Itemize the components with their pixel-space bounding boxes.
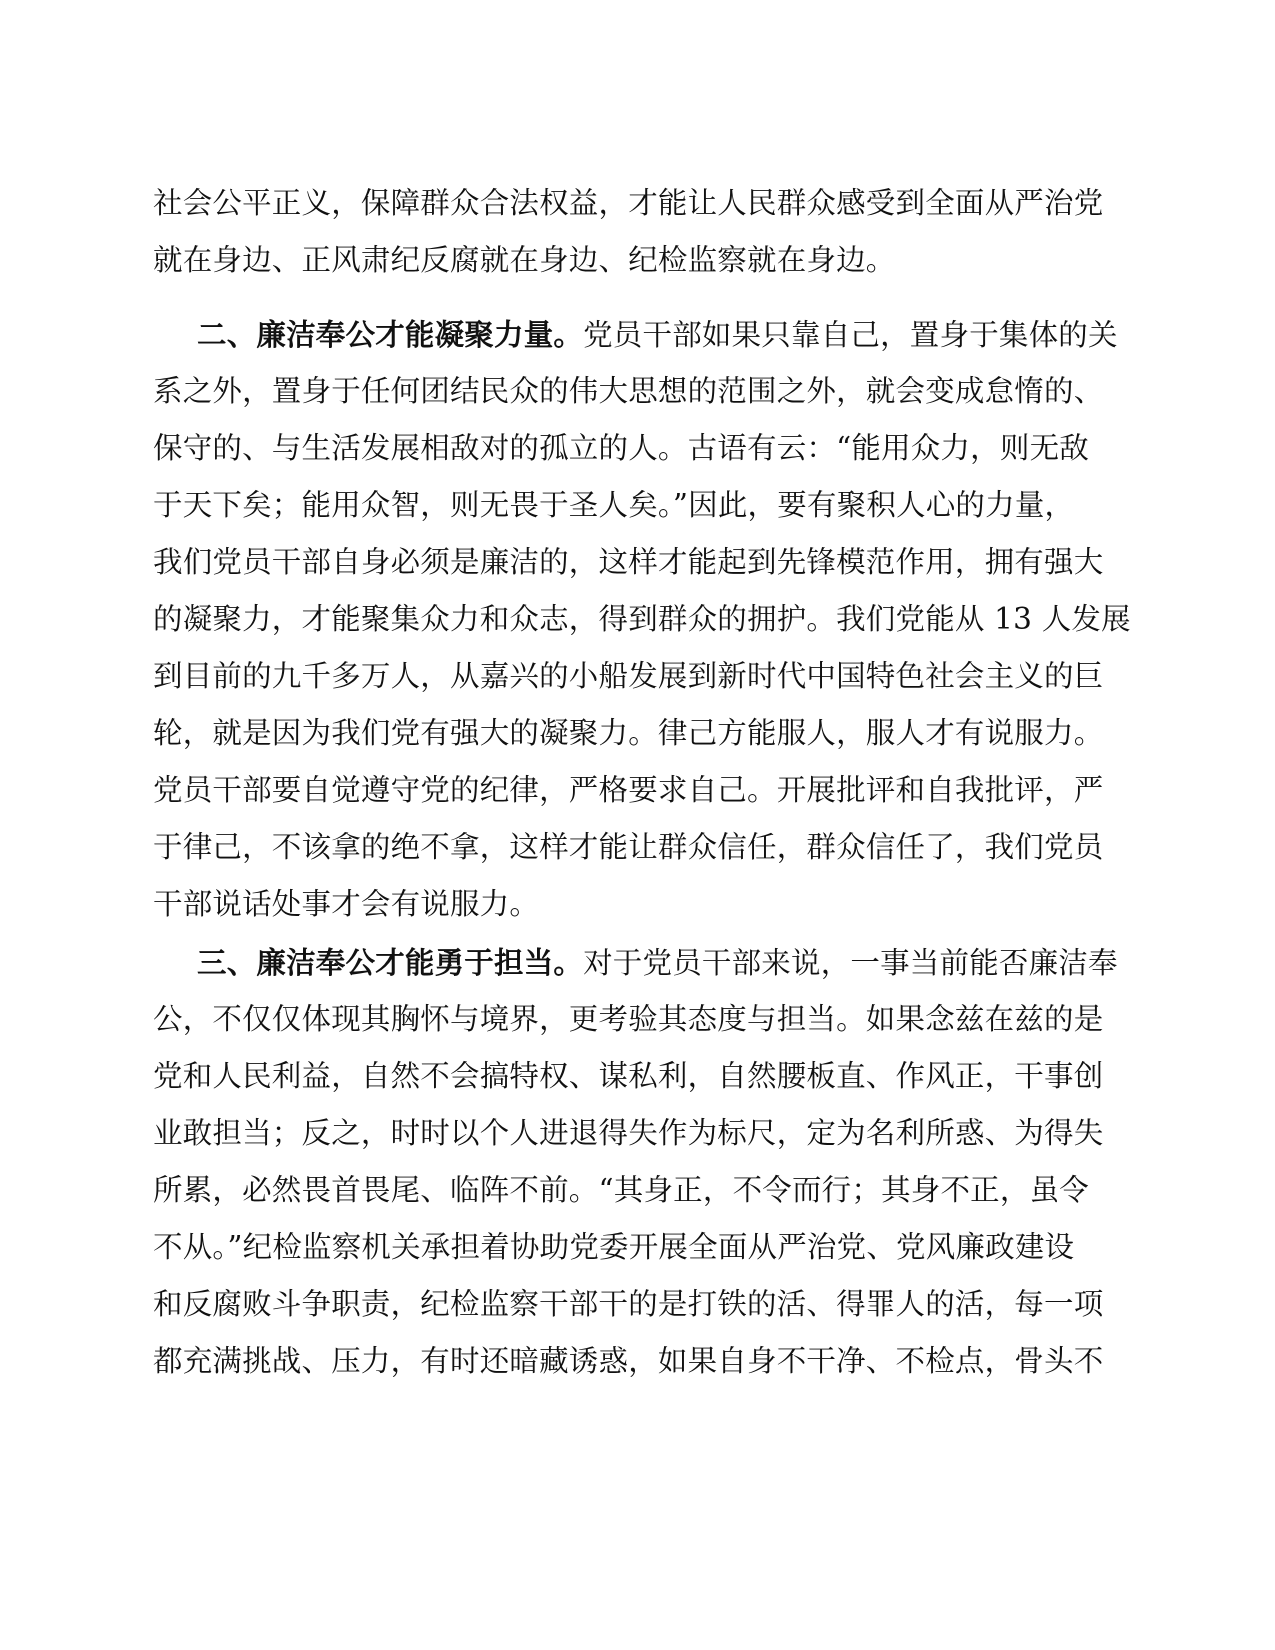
- paragraph-line: 我们党员干部自身必须是廉洁的，这样才能起到先锋模范作用，拥有强大: [153, 545, 1104, 579]
- first-line-text: 党员干部如果只靠自己，置身于集体的关: [583, 318, 1118, 352]
- paragraph-line: 于天下矣；能用众智，则无畏于圣人矣。”因此，要有聚积人心的力量，: [153, 488, 1075, 522]
- paragraph-line: 不从。”纪检监察机关承担着协助党委开展全面从严治党、党风廉政建设: [153, 1230, 1075, 1264]
- paragraph-1: [153, 175, 1113, 289]
- paragraph-line: 公，不仅仅体现其胸怀与境界，更考验其态度与担当。如果念兹在兹的是: [153, 1002, 1104, 1036]
- section-heading-3: 三、廉洁奉公才能勇于担当。: [197, 945, 584, 980]
- paragraph-line: 于律己，不该拿的绝不拿，这样才能让群众信任，群众信任了，我们党员: [153, 830, 1104, 864]
- paragraph-line: 就在身边、正风肃纪反腐就在身边、纪检监察就在身边。: [153, 243, 896, 277]
- paragraph-3: [153, 934, 1118, 1390]
- paragraph-line: 保守的、与生活发展相敌对的孤立的人。古语有云：“能用众力，则无敌: [153, 431, 1089, 465]
- paragraph-line: 都充满挑战、压力，有时还暗藏诱惑，如果自身不干净、不检点，骨头不: [153, 1344, 1104, 1378]
- paragraph-first-line: [153, 306, 1118, 363]
- paragraph-2: [153, 306, 1131, 933]
- first-line-text: 对于党员干部来说，一事当前能否廉洁奉: [583, 946, 1118, 980]
- paragraph-line: 到目前的九千多万人，从嘉兴的小船发展到新时代中国特色社会主义的巨: [153, 659, 1104, 693]
- paragraph-line: 的凝聚力，才能聚集众力和众志，得到群众的拥护。我们党能从 13 人发展: [153, 602, 1131, 636]
- paragraph-line: 党和人民利益，自然不会搞特权、谋私利，自然腰板直、作风正，干事创: [153, 1059, 1104, 1093]
- paragraph-first-line: [153, 934, 1118, 991]
- paragraph-line: 轮，就是因为我们党有强大的凝聚力。律己方能服人，服人才有说服力。: [153, 716, 1104, 750]
- section-heading-2: 二、廉洁奉公才能凝聚力量。: [197, 317, 584, 352]
- paragraph-line: 干部说话处事才会有说服力。: [153, 887, 540, 921]
- paragraph-line: 社会公平正义，保障群众合法权益，才能让人民群众感受到全面从严治党: [153, 186, 1104, 220]
- paragraph-line: 党员干部要自觉遵守党的纪律，严格要求自己。开展批评和自我批评，严: [153, 773, 1104, 807]
- paragraph-line: 和反腐败斗争职责，纪检监察干部干的是打铁的活、得罪人的活，每一项: [153, 1287, 1104, 1321]
- paragraph-line: 系之外，置身于任何团结民众的伟大思想的范围之外，就会变成怠惰的、: [153, 374, 1104, 408]
- paragraph-line: 业敢担当；反之，时时以个人进退得失作为标尺，定为名利所惑、为得失: [153, 1116, 1104, 1150]
- paragraph-line: 所累，必然畏首畏尾、临阵不前。“其身正，不令而行；其身不正，虽令: [153, 1173, 1089, 1207]
